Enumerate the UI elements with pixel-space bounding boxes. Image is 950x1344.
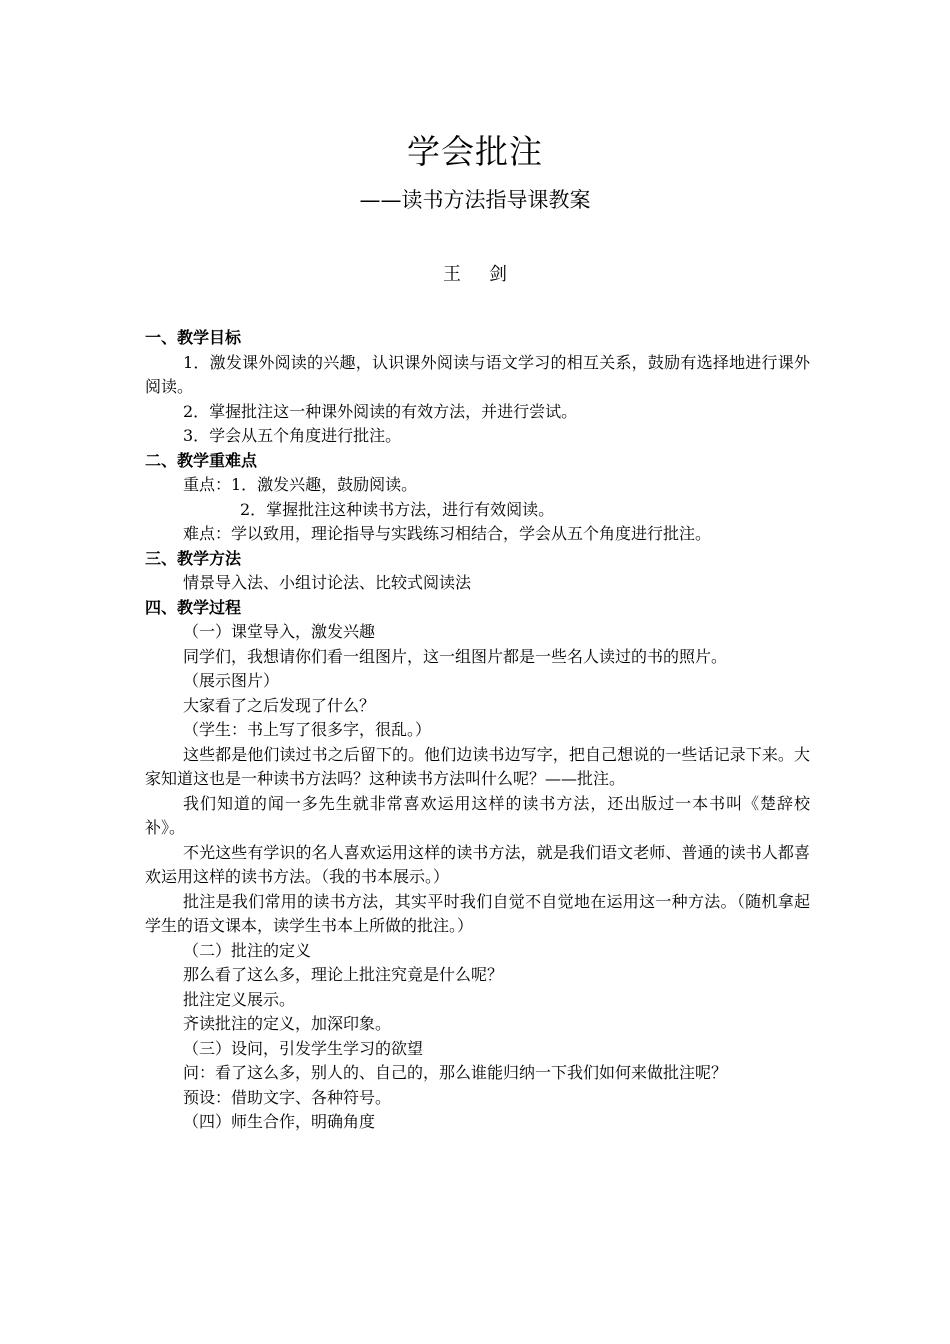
section-heading: 四、教学过程 [145,597,242,617]
paragraph: 同学们，我想请你们看一组图片，这一组图片都是一些名人读过的书的照片。 [183,646,728,666]
paragraph: 不光这些有学识的名人喜欢运用这样的读书方法，就是我们语文老师、普通的读书人都喜欢运用这样的读书方法。（我的书本展示。） [145,842,810,886]
paragraph: 3．学会从五个角度进行批注。 [183,426,402,445]
paragraph: 这些都是他们读过书之后留下的。他们边读书边写字，把自己想说的一些话记录下来。大家知道这也是一种读书方法吗？这种读书方法叫什么呢？——批注。 [145,744,810,788]
paragraph: 我们知道的闻一多先生就非常喜欢运用这样的读书方法，还出版过一本书叫《楚辞校补》。 [145,793,810,837]
paragraph: 那么看了这么多，理论上批注究竟是什么呢？ [183,965,504,984]
paragraph: 批注定义展示。 [183,989,296,1009]
paragraph: 批注是我们常用的读书方法，其实平时我们自觉不自觉地在运用这一种方法。（随机拿起学生的语文课本，读学生书本上所做的批注。） [145,891,810,935]
subheading: （一）课堂导入，激发兴趣 [183,622,376,641]
document-body [145,326,810,1135]
section-heading: 三、教学方法 [145,548,242,568]
paragraph: （学生：书上写了很多字，很乱。） [183,720,432,739]
paragraph: 1．激发课外阅读的兴趣，认识课外阅读与语文学习的相互关系，鼓励有选择地进行课外阅读。 [145,352,810,396]
paragraph: 2．掌握批注这一种课外阅读的有效方法，并进行尝试。 [183,401,578,421]
paragraph: 情景导入法、小组讨论法、比较式阅读法 [183,573,472,592]
paragraph: 问：看了这么多，别人的、自己的，那么谁能归纳一下我们如何来做批注呢？ [183,1063,728,1082]
subheading: （四）师生合作，明确角度 [183,1112,376,1131]
paragraph: （展示图片） [183,671,280,690]
paragraph: 重点：1．激发兴趣，鼓励阅读。 [183,475,418,494]
subheading: （二）批注的定义 [183,940,312,960]
subheading: （三）设问，引发学生学习的欲望 [183,1038,424,1058]
paragraph: 难点：学以致用，理论指导与实践练习相结合，学会从五个角度进行批注。 [183,524,712,543]
section-heading: 一、教学目标 [145,328,242,347]
document-subtitle: ——读书方法指导课教案 [359,188,591,212]
document-title: 学会批注 [407,132,543,171]
author-name: 王剑 [443,264,535,285]
paragraph: 齐读批注的定义，加深印象。 [183,1014,392,1033]
section-heading: 二、教学重难点 [145,450,258,470]
paragraph: 2．掌握批注这种读书方法，进行有效阅读。 [240,499,555,519]
paragraph: 预设：借助文字、各种符号。 [183,1087,392,1107]
paragraph: 大家看了之后发现了什么？ [183,695,376,715]
